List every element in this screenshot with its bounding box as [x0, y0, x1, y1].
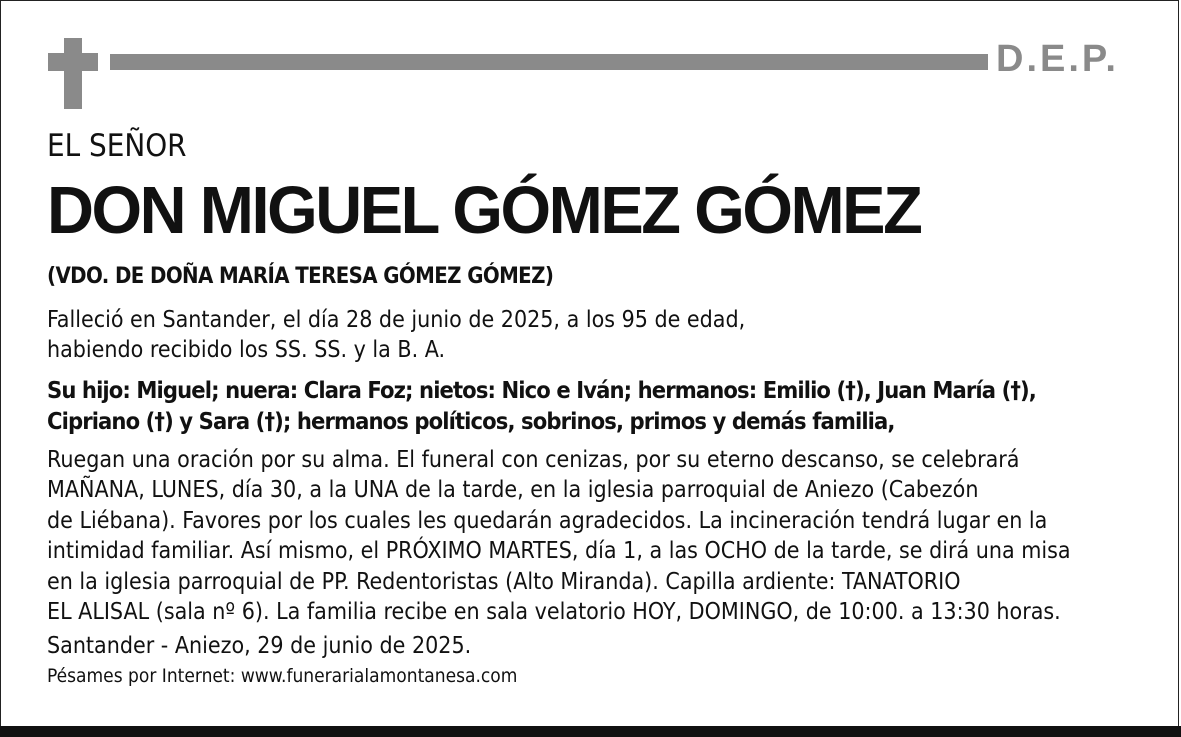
body-line: de Liébana). Favores por los cuales les quedarán agradecidos. La incineración tendrá lugar en la [47, 508, 1048, 534]
death-line: Falleció en Santander, el día 28 de junio de 2025, a los 95 de edad, [47, 307, 746, 333]
place-date: Santander - Aniezo, 29 de junio de 2025. [47, 633, 472, 659]
cross-icon-arm [48, 53, 98, 71]
family-line: Cipriano (†) y Sara (†); hermanos políticos, sobrinos, primos y demás familia, [47, 407, 895, 435]
family-line: Su hijo: Miguel; nuera: Clara Foz; nietos: Nico e Iván; hermanos: Emilio (†), Juan María (†), [47, 376, 1036, 404]
header-rule [110, 54, 988, 70]
body-line: Ruegan una oración por su alma. El funeral con cenizas, por su eterno descanso, se celebrará [47, 447, 1020, 473]
bottom-rule [0, 726, 1181, 737]
body-line: EL ALISAL (sala nº 6). La familia recibe en sala velatorio HOY, DOMINGO, de 10:00. a 13:30 horas. [47, 599, 1061, 625]
body-line: intimidad familiar. Así mismo, el PRÓXIMO MARTES, día 1, a las OCHO de la tarde, se dirá una misa [47, 538, 1071, 564]
death-line: habiendo recibido los SS. SS. y la B. A. [47, 337, 446, 363]
dep-label: D.E.P. [996, 38, 1119, 80]
deceased-name: DON MIGUEL GÓMEZ GÓMEZ [47, 173, 921, 248]
body-line: MAÑANA, LUNES, día 30, a la UNA de la tarde, en la iglesia parroquial de Aniezo (Cabezón [47, 477, 979, 503]
cross-icon [64, 38, 82, 109]
widow-line: (VDO. DE DOÑA MARÍA TERESA GÓMEZ GÓMEZ) [47, 264, 554, 289]
condolences-line: Pésames por Internet: www.funerarialamontanesa.com [47, 665, 518, 687]
honorific-label: EL SEÑOR [47, 128, 187, 164]
body-line: en la iglesia parroquial de PP. Redentoristas (Alto Miranda). Capilla ardiente: TANATORIO [47, 569, 961, 595]
